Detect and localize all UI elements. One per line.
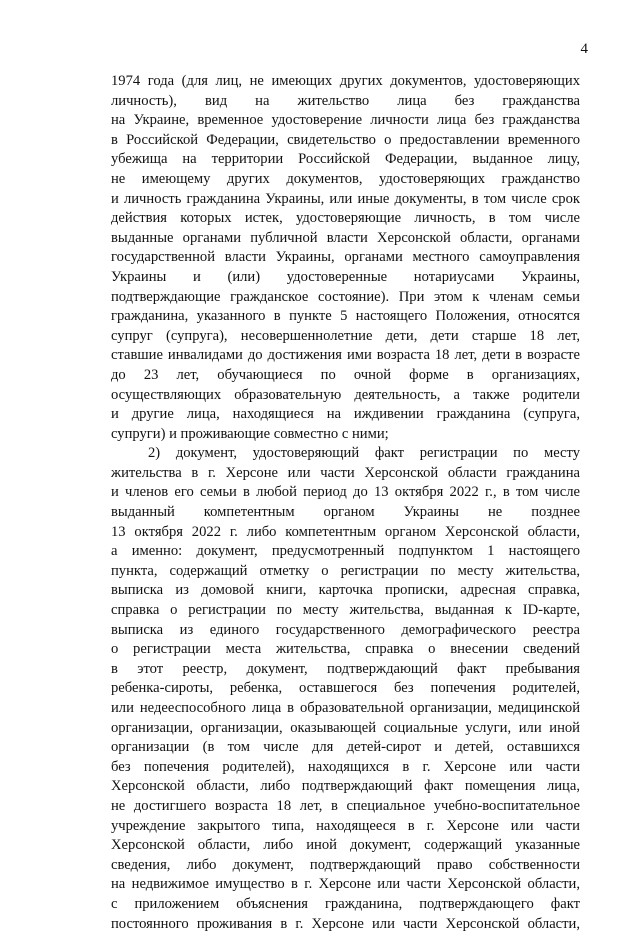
paragraph-end-line: супруги) и проживающие совместно с ними; — [111, 425, 389, 442]
text-line: на Украине, временное удостоверение личности лица без гражданства — [111, 112, 580, 129]
text-line: выданный компетентным органом Украины не позднее — [111, 504, 580, 521]
text-line: Херсонской области, либо подтверждающий факт помещения лица, — [111, 778, 580, 795]
text-line: в Российской Федерации, свидетельство о предоставлении временного — [111, 131, 580, 148]
text-line: без попечения родителей), находящихся в г. Херсоне или части — [111, 758, 580, 775]
text-line: не достигшего возраста 18 лет, в специальное учебно-воспитательное — [111, 797, 580, 814]
text-line: а именно: документ, предусмотренный подпунктом 1 настоящего — [111, 543, 580, 560]
text-line: выписка из единого государственного демографического реестра — [111, 621, 580, 638]
text-line: справка о регистрации по месту жительства, выданная к ID-карте, — [111, 602, 580, 619]
text-line: действия которых истек, удостоверяющие личность, в том числе — [111, 210, 580, 227]
page-number: 4 — [580, 41, 588, 57]
text-line: государственной власти Украины, органами местного самоуправления — [111, 249, 580, 266]
text-line: сведения, либо документ, подтверждающий право собственности — [111, 856, 580, 873]
text-line: 1974 года (для лиц, не имеющих других документов, удостоверяющих — [111, 73, 580, 89]
text-line: и другие лица, находящиеся на иждивении гражданина (супруга, — [111, 406, 580, 423]
text-line: подтверждающие гражданское состояние). При этом к членам семьи — [111, 288, 580, 305]
text-line: и членов его семьи в любой период до 13 октября 2022 г., в том числе — [111, 484, 580, 501]
text-line: постоянного проживания в г. Херсоне или части Херсонской области, — [111, 915, 580, 932]
text-line: личность), вид на жительство лица без гражданства — [111, 92, 580, 109]
text-line: до 23 лет, обучающиеся по очной форме в организациях, — [111, 366, 580, 383]
text-line: на недвижимое имущество в г. Херсоне или части Херсонской области, — [111, 876, 580, 893]
text-line: учреждение закрытого типа, находящееся в г. Херсоне или части — [111, 817, 580, 834]
text-line: убежища на территории Российской Федерации, выданное лицу, — [111, 151, 580, 168]
text-line: супруг (супруга), несовершеннолетние дети, дети старше 18 лет, — [111, 327, 580, 344]
text-line: выписка из домовой книги, карточка прописки, адресная справка, — [111, 582, 580, 599]
text-line: организации, организации, оказывающей социальные услуги, или иной — [111, 719, 580, 736]
text-line: осуществляющих образовательную деятельность, а также родители — [111, 386, 580, 403]
text-line: в этот реестр, документ, подтверждающий факт пребывания — [111, 660, 580, 677]
text-line: организации (в том числе для детей-сирот и детей, оставшихся — [111, 739, 580, 756]
text-line: не имеющему других документов, удостоверяющих гражданство — [111, 170, 580, 187]
paragraph-first-line: 2) документ, удостоверяющий факт регистрации по месту — [148, 445, 580, 462]
text-line: с приложением объяснения гражданина, подтверждающего факт — [111, 895, 580, 912]
text-line: ставшие инвалидами до достижения ими возраста 18 лет, дети в возрасте — [111, 347, 580, 364]
text-line: выданные органами публичной власти Херсонской области, органами — [111, 229, 580, 246]
text-line: Херсонской области, либо иной документ, содержащий указанные — [111, 837, 580, 854]
text-line: или недееспособного лица в образовательной организации, медицинской — [111, 700, 580, 716]
text-line: и личность гражданина Украины, или иные документы, в том числе срок — [111, 190, 580, 207]
text-line: Украины и (или) удостоверенные нотариусами Украины, — [111, 268, 580, 285]
text-line: пункта, содержащий отметку о регистрации по месту жительства, — [111, 562, 580, 579]
text-line: жительства в г. Херсоне или части Херсонской области гражданина — [111, 464, 580, 481]
text-line: 13 октября 2022 г. либо компетентным органом Херсонской области, — [111, 523, 580, 540]
document-body — [111, 72, 580, 934]
text-line: о регистрации места жительства, справка о внесении сведений — [111, 641, 580, 658]
text-line: ребенка-сироты, ребенка, оставшегося без попечения родителей, — [111, 680, 580, 697]
text-line: гражданина, указанного в пункте 5 настоящего Положения, относятся — [111, 308, 580, 325]
